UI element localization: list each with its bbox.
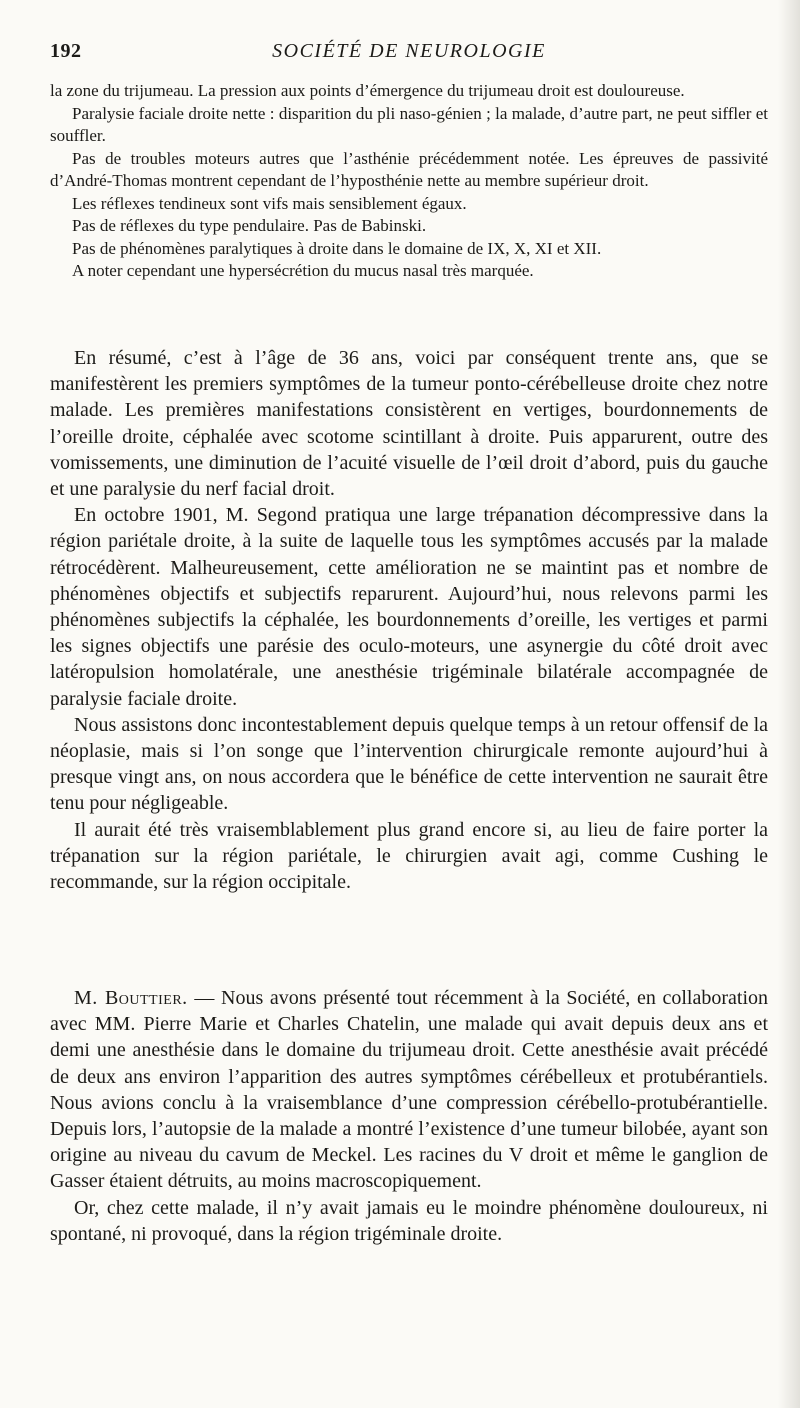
running-title: SOCIÉTÉ DE NEUROLOGIE xyxy=(272,40,546,62)
exam-paragraph: A noter cependant une hypersécrétion du mucus nasal très marquée. xyxy=(72,261,534,280)
speaker-name: M. Bouttier. xyxy=(74,987,188,1009)
page-edge-shadow xyxy=(778,0,800,1408)
running-head xyxy=(50,40,768,70)
bouttier-paragraph xyxy=(50,985,768,1195)
exam-paragraph: Les réflexes tendineux sont vifs mais sensiblement égaux. xyxy=(72,193,467,213)
bouttier-paragraph: Or, chez cette malade, il n’y avait jamais eu le moindre phénomène douloureux, ni spontané, ni provoqué, dans la région trigéminale droite. xyxy=(50,1196,768,1245)
page-number: 192 xyxy=(50,40,82,62)
summary-paragraph: En résumé, c’est à l’âge de 36 ans, voici par conséquent trente ans, que se manifestèrent les premiers symptômes de la tumeur ponto-cérébelleuse droite chez notre malade. Les premières manifestations consistèrent en vertiges, bourdonnements de l’oreille droite, céphalée avec scotome scintillant à droite. Puis apparurent, outre des vomissements, une diminution de l’acuité visuelle de l’œil droit d’abord, puis du gauche et une paralysie du nerf facial droit. xyxy=(50,347,768,501)
summary-paragraph: Nous assistons donc incontestablement depuis quelque temps à un retour offensif de la néoplasie, mais si l’on songe que l’intervention chirurgicale remonte aujourd’hui à presque vingt ans, on nous accordera que le bénéfice de cette intervention ne saurait être tenu pour négligeable. xyxy=(50,713,768,815)
summary-section xyxy=(50,345,768,895)
summary-paragraph: Il aurait été très vraisemblablement plus grand encore si, au lieu de faire porter la trépanation sur la région pariétale, le chirurgien avait agi, comme Cushing le recommande, sur la région occipitale. xyxy=(50,818,768,894)
clinical-exam-section xyxy=(50,80,768,283)
exam-paragraph: Paralysie faciale droite nette : disparition du pli naso-génien ; la malade, d’autre part, ne peut siffler et souffler. xyxy=(50,103,768,145)
exam-paragraph: Pas de phénomènes paralytiques à droite dans le domaine de IX, X, XI et XII. xyxy=(72,238,602,258)
bouttier-opening-text: — Nous avons présenté tout récemment à la Société, en collaboration avec MM. Pierre Marie et Charles Chatelin, une malade qui avait depuis deux ans et demi une anesthésie dans le domaine du trijumeau droit. Cette anesthésie avait précédé de deux ans environ l’apparition des autres symptômes cérébelleux et protubérantiels. Nous avions conclu à la vraisemblance d’une compression cérébello-protubérantielle. Depuis lors, l’autopsie de la malade a montré l’existence d’une tumeur bilobée, ayant son origine au niveau du cavum de Meckel. Les racines du V droit et même le ganglion de Gasser étaient détruits, au moins macroscopiquement. xyxy=(50,987,769,1193)
exam-paragraph: la zone du trijumeau. La pression aux points d’émergence du trijumeau droit est douloureuse. xyxy=(50,81,685,100)
bouttier-communication xyxy=(50,985,768,1247)
exam-paragraph: Pas de troubles moteurs autres que l’asthénie précédemment notée. Les épreuves de passivité d’André-Thomas montrent cependant de l’hyposthénie nette au membre supérieur droit. xyxy=(50,148,768,190)
summary-paragraph: En octobre 1901, M. Segond pratiqua une large trépanation décompressive dans la région pariétale droite, à la suite de laquelle tous les symptômes accusés par la malade rétrocédèrent. Malheureusement, cette amélioration ne se maintint pas et nombre de phénomènes objectifs et subjectifs reparurent. Aujourd’hui, nous relevons parmi les phénomènes subjectifs la céphalée, les bourdonnements d’oreille, les vertiges et parmi les signes objectifs une parésie des oculo-moteurs, une asynergie du côté droit avec latéropulsion homolatérale, une anesthésie trigéminale bilatérale accompagnée de paralysie faciale droite. xyxy=(50,504,768,710)
exam-paragraph: Pas de réflexes du type pendulaire. Pas de Babinski. xyxy=(72,216,427,235)
